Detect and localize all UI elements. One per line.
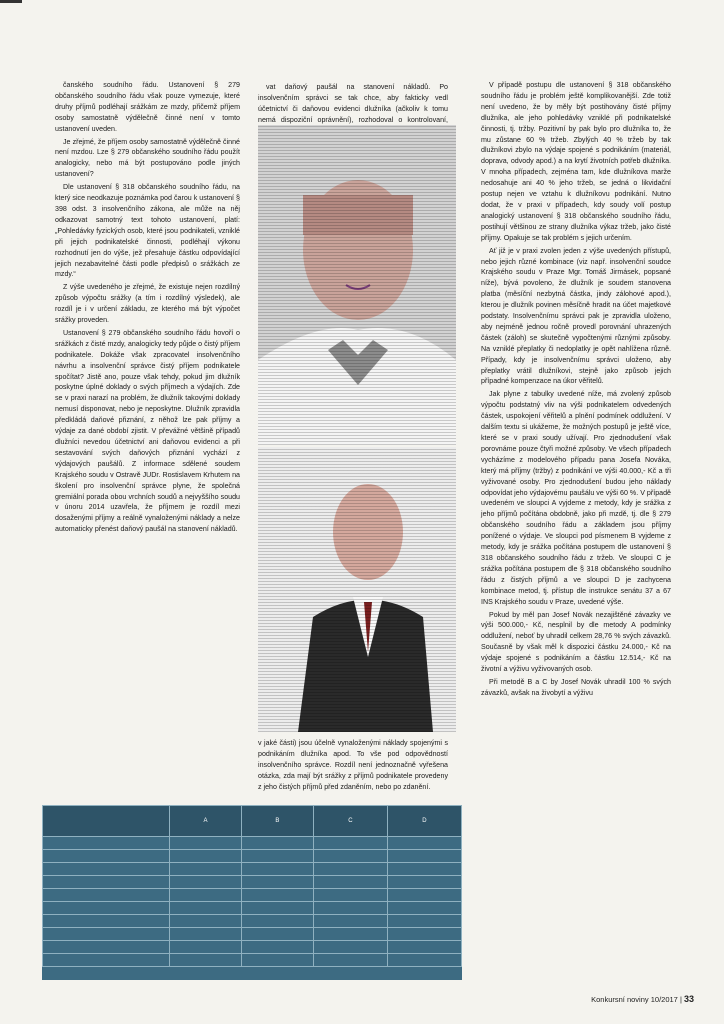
paragraph: v jaké části) jsou účelně vynaloženými náklady spojenými s podnikáním dlužníka apod. To vše pod odpovědností insolvenčního správce. Rozdíl není jednoznačně vyřešena otázka, zda mají být srážky z příjmů podnikatele provedeny z jeho čistých příjmů před zdaněním, nebo po zdanění. [258,739,448,791]
table-cell [313,954,387,967]
text-column-left [55,80,240,537]
table-cell [387,954,461,967]
table-cell [170,941,242,954]
table-cell [387,889,461,902]
table-cell [170,889,242,902]
separator: | [679,995,684,1004]
comparison-table-grid [42,805,462,967]
table-cell [313,837,387,850]
paragraph: Je zřejmé, že příjem osoby samostatně výdělečně činné není mzdou. Lze § 279 občanského soudního řádu použít analogicky, nebo má být postupováno podle jiných ustanovení? [55,137,240,179]
table-row [43,837,462,850]
table-cell [43,941,170,954]
table-cell [170,954,242,967]
table-row [43,928,462,941]
table-row [43,902,462,915]
table-cell [170,837,242,850]
table-header-row [43,806,462,837]
table-header-cell: B [241,806,313,837]
table-cell [313,863,387,876]
table-cell [313,902,387,915]
table-cell [43,928,170,941]
table-cell [313,850,387,863]
table-cell [241,902,313,915]
portrait-photo-bottom [258,447,456,732]
text-column-middle-bottom [258,738,448,793]
table-cell [387,902,461,915]
paragraph: Při metodě B a C by Josef Novák uhradil 100 % svých závazků, avšak na živobytí a výživu [481,677,671,697]
table-cell [170,928,242,941]
table-cell [387,850,461,863]
table-cell [387,941,461,954]
table-cell [241,915,313,928]
table-cell [387,915,461,928]
table-row [43,915,462,928]
table-cell [241,837,313,850]
table-cell [43,954,170,967]
paragraph: vat daňový paušál na stanovení nákladů. Po insolvenčním správci se tak chce, aby fakticky vedl účetnictví či daňovou evidenci dlužníka (ačkoliv k tomu nemá dispoziční oprávnění), rozhodoval o kontrolovaní, [258,83,448,124]
paragraph: Ustanovení § 279 občanského soudního řádu hovoří o srážkách z čisté mzdy, analogicky tedy půjde o čistý příjem podnikatele. Dokáže však zpracovatel insolvenčního návrhu a insolvenční správce čistý příjem podnikatele spočítat? Jistě ano, pouze však tehdy, pokud jim dlužník poskytne úplné doklady o svých příjmech a výdajích. Zde se v praxi narazí na problém, že dlužník takovými doklady nemusí disponovat, nebo je neposkytne. Dlužník zpravidla předkládá daňové přiznání, z něhož lze pak příjmy a výdaje za dané období zjistit. V převážné většině případů dlužníci nevedou účetnictví ani daňovou evidenci a při sestavování svých daňových přiznání vychází z výdajových paušálů. Z informace sdělené soudem Krajského soudu v Ostravě JUDr. Rostislavem Krhutem na školení pro insolvenční správce plyne, že společná gremiální porada obou vrchních soudů a nejvyššího soudu v únoru 2014 uzavřela, že příjmem je rozdíl mezi dosaženými příjmy a reálně vynaloženými náklady a nelze automaticky přenést daňový paušál na stanovení nákladů. [55,328,240,534]
table-row [43,889,462,902]
table-cell [43,850,170,863]
table-cell [313,876,387,889]
table-header-cell [43,806,170,837]
table-cell [387,928,461,941]
journal-name: Konkursní noviny 10/2017 [591,995,678,1004]
paragraph: V případě postupu dle ustanovení § 318 občanského soudního řádu je problém ještě komplikovanější. Zde totiž není uvedeno, že by měly být postihovány čisté příjmy dlužníka, ale jeho pohledávky vzniklé při podnikatelské činnosti, tj. tržby. Pozitivní by pak bylo pro dlužníka to, že mu zůstane 60 % tržeb. Zbylých 40 % tržeb by tak dlužníkovi zbylo na výdaje spojené s podnikáním (materiál, doprava, odvody apod.) a na krytí životních potřeb dlužníka. V mnoha případech, zejména tam, kde dlužníkova marže nedosahuje ani 40 % jeho tržeb, se jedná o likvidační postup nejen ve vztahu k dlužníkovu podnikání. Nutno dodat, že v praxi v případech, kdy soudy volí postup analogický ustanovení § 318 občanského soudního řádu, postihují většinou ze strany dlužníka výkaz tržeb, jako čisté příjmy. Opakuje se tak problém s jejich určením. [481,81,671,242]
text-column-right [481,80,671,701]
table-cell [170,850,242,863]
table-cell [241,941,313,954]
table-cell [313,928,387,941]
table-cell [43,902,170,915]
corner-mark [0,0,22,3]
table-row [43,941,462,954]
table-cell [43,863,170,876]
table-cell [387,876,461,889]
table-cell [43,837,170,850]
table-cell [241,863,313,876]
paragraph: Z výše uvedeného je zřejmé, že existuje nejen rozdílný způsob výpočtu srážky (a tím i rozdílný výsledek), ale rozdíl je i v určení základu, ze kterého má být výpočet srážky proveden. [55,283,240,325]
table-header-cell: C [313,806,387,837]
table-cell [313,941,387,954]
table-row [43,954,462,967]
table-cell [241,928,313,941]
page-footer [591,994,694,1004]
table-cell [387,863,461,876]
table-cell [170,915,242,928]
table-cell [241,889,313,902]
table-cell [43,889,170,902]
table-cell [43,915,170,928]
table-cell [313,889,387,902]
portrait-photo-top [258,125,456,445]
table-cell [241,954,313,967]
table-cell [170,902,242,915]
paragraph: Jak plyne z tabulky uvedené níže, má zvolený způsob výpočtu podstatný vliv na výši podnikatelem odvedených částek, uspokojení věřitelů a plnění podmínek oddlužení. V dalším textu si ukážeme, že možných postupů je ještě více, které se v praxi soudy užívají. Pro zjednodušení však porovnáme pouze čtyři možné způsoby. Ve všech případech vycházíme z modelového případu pana Josefa Nováka, který má příjmy (tržby) z podnikání ve výši 40.000,- Kč a tři vyživované osoby. Pro zjednodušení budou jeho náklady odpovídat jeho výdajovému paušálu ve výši 60 %. V případě uvedeném ve sloupci A vyjdeme z metody, kdy je srážka z jeho příjmů počítána obdobně, jako při mzdě, tj. dle § 279 občanského soudního řádu a základem jsou příjmy ponížené o výdaje. Ve sloupci pod písmenem B vyjdeme z metody, kdy je srážka počítána postupem dle ustanovení § 318 občanského soudního řádu z tržeb. Ve sloupci C je srážka počítána postupem dle § 318 občanského soudního řádu z čistých příjmů a ve sloupci D je zachycena kombinace metod, tj. přístup dle instrukce senátu 37 a 67 INS Krajského soudu v Praze, uvedené výše. [481,390,671,606]
table-cell [43,876,170,889]
table-row [43,876,462,889]
table-row [43,863,462,876]
comparison-table [42,805,462,980]
paragraph: Dle ustanovení § 318 občanského soudního řádu, na který sice neodkazuje poznámka pod čarou k ustanovení § 398 odst. 3 insolvenčního zákona, ale může na něj odkazovat samotný text tohoto ustanovení, platí: „Pohledávky fyzických osob, které jsou podnikateli, vzniklé při jejich podnikatelské činnosti, podléhají výkonu rozhodnutí jen do výše, jež přesahuje částku odpovídající jejich nezabavitelné části podle předpisů o srážkách ze mzdy.“ [55,183,240,279]
table-row [43,850,462,863]
table-cell [241,850,313,863]
page-number: 33 [683,994,694,1004]
table-cell [387,837,461,850]
table-header-cell: A [170,806,242,837]
table-cell [170,863,242,876]
table-cell [170,876,242,889]
paragraph: Pokud by měl pan Josef Novák nezajištěné závazky ve výši 500.000,- Kč, nesplnil by dle metody A podmínky oddlužení, neboť by uhradil celkem 28,76 % svých závazků. Současně by však měl k dispozici částku 24.000,- Kč na výdaje spojené s podnikáním a částku 12.514,- Kč na životní a výživu vyživovaných osob. [481,610,671,674]
table-header-cell: D [387,806,461,837]
paragraph: Ať již je v praxi zvolen jeden z výše uvedených přístupů, nebo jejich různé kombinace (viz např. insolvenční soudce Krajského soudu v Praze Mgr. Tomáš Jirmásek, popsané níže), bývá povoleno, že dlužník je soudem stanovena platba (měsíční nezbytná částka, jindy zálohové apod.), kterou je dlužník povinen měsíčně hradit na účet majetkové podstaty. Insolvenčnímu správci pak je zpravidla uloženo, aby nejméně jednou ročně provedl porovnání uhrazených částek (záloh) se skutečně vypočtenými různými způsoby. Na vzniklé přeplatky či nedoplatky je opět nahlížena různě. Případy, kdy je insolvenčnímu správci uloženo, aby přeplatky vrátil dlužníkovi, stejně jako způsob jejich případné kompenzace na úkor věřitelů. [481,246,671,386]
paragraph: čanského soudního řádu. Ustanovení § 279 občanského soudního řádu však pouze vymezuje, které druhy příjmů podléhají srážkám ze mzdy, přičemž příjem osoby samostatně výdělečně činné není v tomto ustanovení uveden. [55,81,240,133]
table-cell [241,876,313,889]
table-cell [313,915,387,928]
